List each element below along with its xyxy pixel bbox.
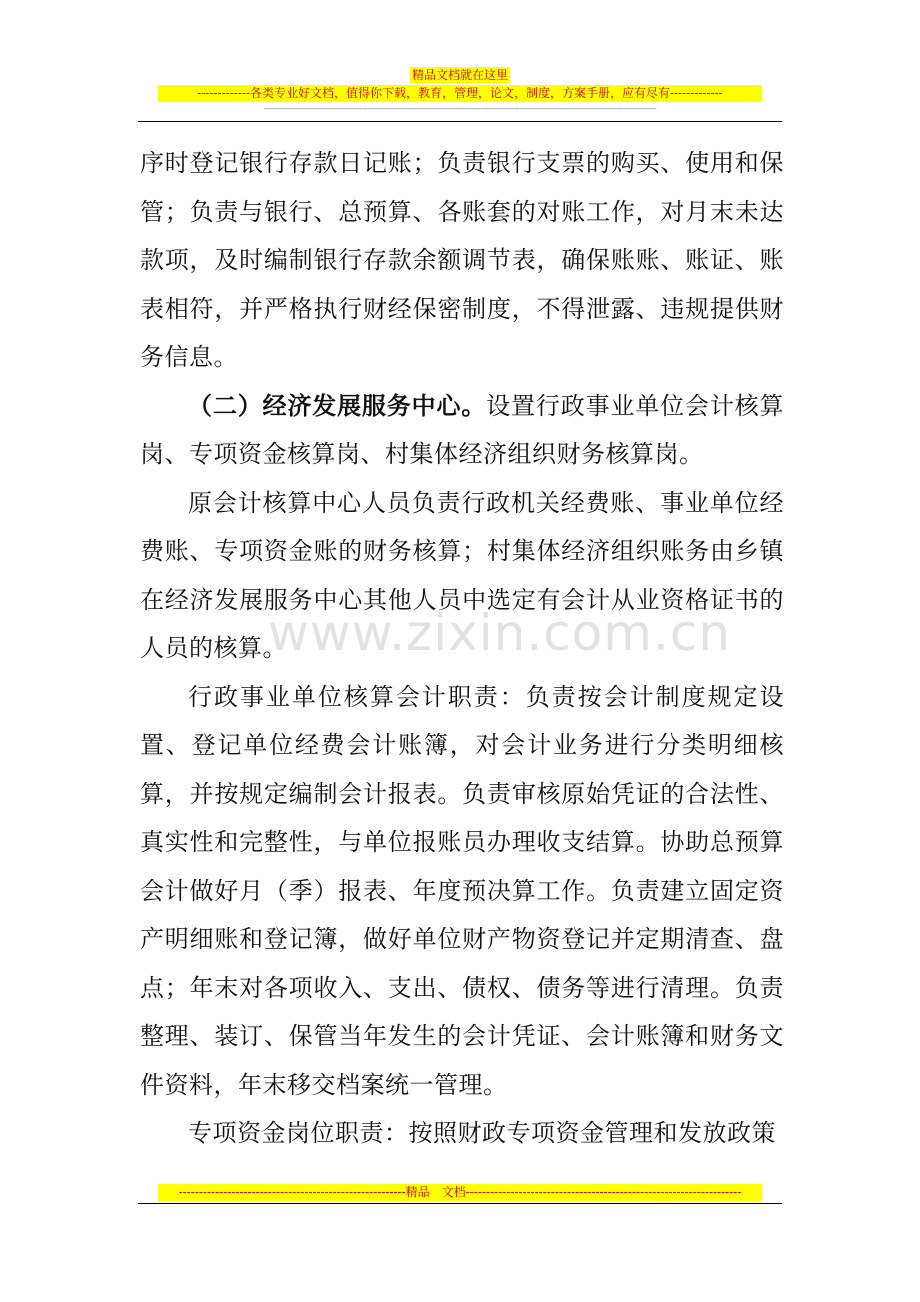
page-footer: --------------------------------------------------------精品 文档-------------------------------------------------------------------- bbox=[158, 1184, 762, 1201]
header-dashes: ---------------------------------------------------------------------------------------------------------------------------------------------------------------------------------- bbox=[263, 104, 657, 113]
watermark: www.zixin.com.cn bbox=[268, 604, 732, 662]
paragraph-2-text: 设置行政事业单位会计核算岗、专项资金核算岗、村集体经济组织财务核算岗。 bbox=[140, 391, 785, 468]
document-body bbox=[140, 139, 784, 1158]
header-tagline: -------------各类专业好文档，值得你下载，教育，管理，论文，制度，方案手册，应有尽有------------- bbox=[158, 85, 762, 102]
header-title: 精品文档就在这里 bbox=[411, 68, 508, 82]
paragraph-2 bbox=[140, 382, 784, 479]
header-divider bbox=[138, 121, 782, 122]
paragraph-1: 序时登记银行存款日记账；负责银行支票的购买、使用和保管；负责与银行、总预算、各账套的对账工作，对月末未达款项，及时编制银行存款余额调节表，确保账账、账证、账表相符，并严格执行财经保密制度，不得泄露、违规提供财务信息。 bbox=[140, 149, 784, 371]
paragraph-5: 专项资金岗位职责：按照财政专项资金管理和发放政策 bbox=[188, 1119, 776, 1147]
paragraph-3: 原会计核算中心人员负责行政机关经费账、事业单位经费账、专项资金账的财务核算；村集体经济组织账务由乡镇在经济发展服务中心其他人员中选定有会计从业资格证书的人员的核算。 bbox=[140, 488, 784, 662]
footer-divider bbox=[138, 1203, 782, 1204]
paragraph-4: 行政事业单位核算会计职责：负责按会计制度规定设置、登记单位经费会计账簿，对会计业务进行分类明细核算，并按规定编制会计报表。负责审核原始凭证的合法性、真实性和完整性，与单位报账员办理收支结算。协助总预算会计做好月（季）报表、年度预决算工作。负责建立固定资产明细账和登记簿，做好单位财产物资登记并定期清查、盘点；年末对各项收入、支出、债权、债务等进行清理。负责整理、装订、保管当年发生的会计凭证、会计账簿和财务文件资料，年末移交档案统一管理。 bbox=[140, 682, 784, 1099]
section-heading: （二）经济发展服务中心。 bbox=[188, 390, 487, 420]
page-header bbox=[138, 64, 782, 114]
